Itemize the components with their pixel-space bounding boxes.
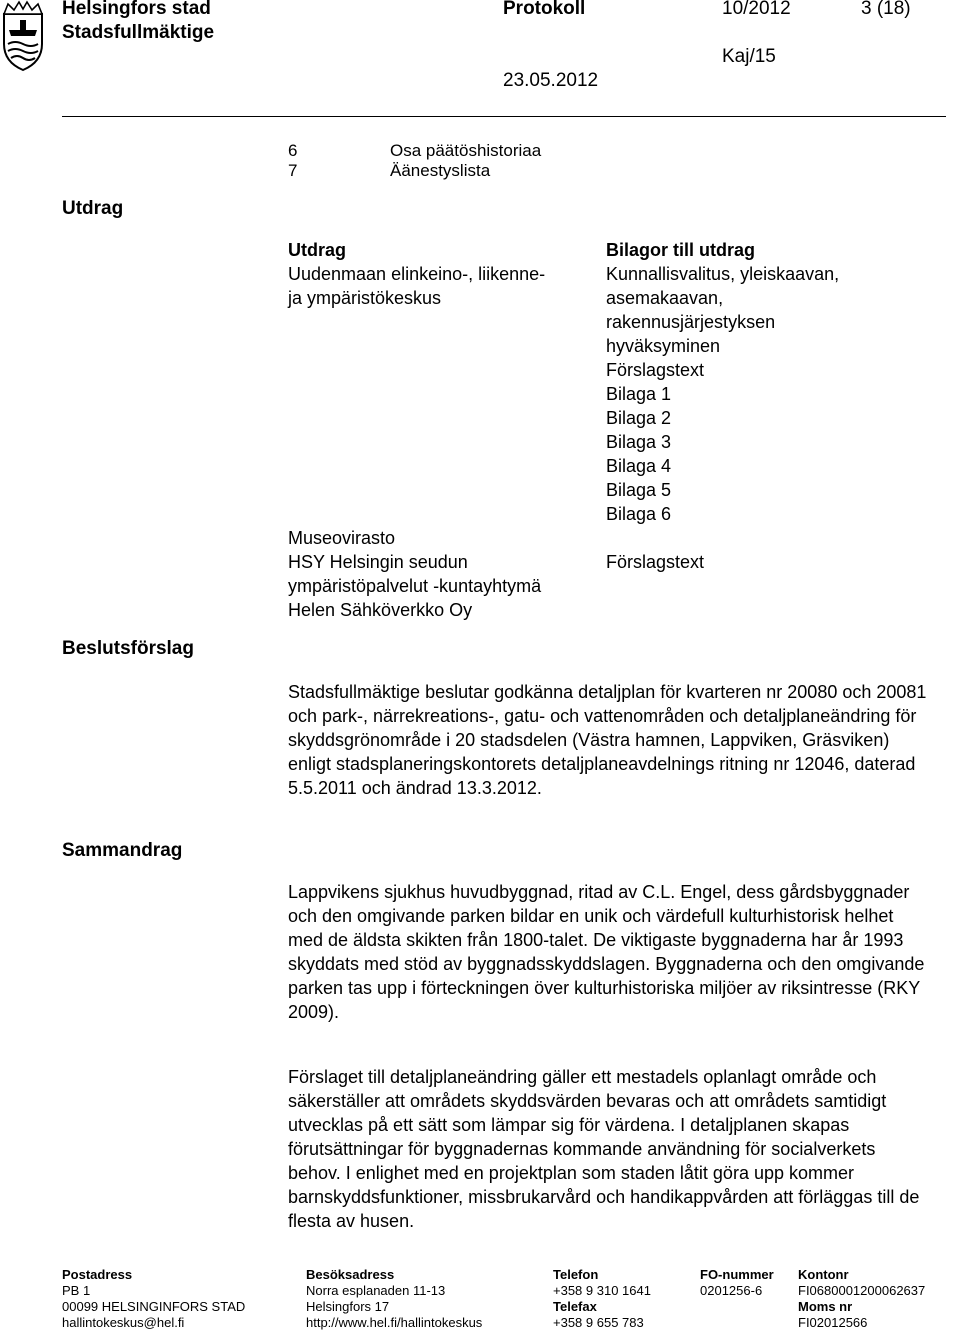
sammandrag-paragraph: Förslaget till detaljplaneändring gäller ett mestadels oplanlagt område och säkerställer att områdets skyddsvärden bevaras och att områdets samtidigt utvecklas på ett sätt som lämpar sig för värdena. I detaljplanen skapas förutsättningar för byggnadernas kommande användning för socialverkets behov. I enlighet med en projektplan som staden låtit göra upp kommer barnskyddsfunktioner, missbrukarvård och handikappvården att förläggas till de flesta av husen. bbox=[288, 1067, 920, 1231]
bilaga-line: hyväksyminen bbox=[606, 336, 721, 356]
footer-value: +358 9 310 1641 bbox=[553, 1283, 651, 1298]
footer-value: Norra esplanaden 11-13 bbox=[306, 1283, 446, 1298]
header-page-number: 3 (18) bbox=[861, 0, 911, 19]
footer-account bbox=[798, 1267, 925, 1331]
footer-label: Moms nr bbox=[798, 1299, 853, 1314]
bilaga-line: Kunnallisvalitus, yleiskaavan, bbox=[606, 264, 840, 284]
list-item-number: 7 bbox=[288, 161, 298, 180]
bilaga-line: Bilaga 5 bbox=[606, 480, 672, 500]
section-heading-beslutsforslag: Beslutsförslag bbox=[62, 638, 194, 659]
bilaga-line: Bilaga 2 bbox=[606, 408, 672, 428]
footer-value: 0201256-6 bbox=[700, 1283, 763, 1298]
recipient-line: Uudenmaan elinkeino-, liikenne- bbox=[288, 264, 546, 284]
bilagor-heading: Bilagor till utdrag bbox=[606, 240, 756, 260]
bilagor-list bbox=[606, 238, 839, 526]
footer-postal-address bbox=[62, 1267, 245, 1331]
footer-label: Besöksadress bbox=[306, 1267, 395, 1282]
footer-label: Kontonr bbox=[798, 1267, 849, 1282]
footer-value: FI0680001200062637 bbox=[798, 1283, 926, 1298]
footer-label: FO-nummer bbox=[700, 1267, 774, 1282]
utdrag-recipients-more bbox=[288, 526, 541, 622]
beslutsforslag-paragraph: Stadsfullmäktige beslutar godkänna detaljplan för kvarteren nr 20080 och 20081 och park-, närrekreations-, gatu- och vattenområden och detaljplaneändring för skyddsgrönområde i 20 stadsdelen (Västra hamnen, Lappviken, Gräsviken) enligt stadsplaneringskontorets detaljplaneavdelnings ritning nr 12046, daterad 5.5.2011 och ändrad 13.3.2012. bbox=[288, 682, 927, 798]
section-heading-utdrag: Utdrag bbox=[62, 198, 124, 219]
footer-business-id bbox=[700, 1267, 774, 1299]
bilaga-line: Förslagstext bbox=[606, 552, 705, 572]
list-item-number: 6 bbox=[288, 141, 298, 160]
header-doc-type: Protokoll bbox=[503, 0, 586, 19]
footer-label: Postadress bbox=[62, 1267, 133, 1282]
footer-value: hallintokeskus@hel.fi bbox=[62, 1315, 185, 1330]
header-doc-number: 10/2012 bbox=[722, 0, 791, 19]
list-item-label: Äänestyslista bbox=[390, 161, 491, 180]
header-item: Kaj/15 bbox=[722, 46, 776, 67]
header-date: 23.05.2012 bbox=[503, 70, 599, 91]
footer-value: 00099 HELSINGINFORS STAD bbox=[62, 1299, 246, 1314]
recipient-line: Museovirasto bbox=[288, 528, 396, 548]
utdrag-heading: Utdrag bbox=[288, 240, 346, 260]
helsinki-coat-of-arms-logo bbox=[0, 0, 46, 72]
footer-value: +358 9 655 783 bbox=[553, 1315, 644, 1330]
bilaga-line: Bilaga 1 bbox=[606, 384, 672, 404]
header-body: Stadsfullmäktige bbox=[62, 22, 215, 43]
footer-link[interactable]: http://www.hel.fi/hallintokeskus bbox=[306, 1315, 483, 1330]
bilagor-list-more bbox=[606, 550, 704, 574]
footer-label: Telefax bbox=[553, 1299, 597, 1314]
footer-label: Telefon bbox=[553, 1267, 599, 1282]
header-org: Helsingfors stad bbox=[62, 0, 211, 19]
bilaga-line: asemakaavan, bbox=[606, 288, 724, 308]
utdrag-recipients bbox=[288, 238, 545, 310]
footer-value: PB 1 bbox=[62, 1283, 91, 1298]
footer-visiting-address bbox=[306, 1267, 482, 1331]
bilaga-line: Bilaga 4 bbox=[606, 456, 672, 476]
footer-value: FI02012566 bbox=[798, 1315, 868, 1330]
recipient-line: HSY Helsingin seudun bbox=[288, 552, 468, 572]
bilaga-line: Bilaga 6 bbox=[606, 504, 672, 524]
sammandrag-paragraph: Lappvikens sjukhus huvudbyggnad, ritad av C.L. Engel, dess gårdsbyggnader och den omgivande parken bildar en unik och värdefull kulturhistorisk helhet med de äldsta skikten från 1800-talet. De viktigaste byggnaderna har år 1993 skyddats med stöd av byggnadsskyddslagen. Byggnaderna och den omgivande parken tas upp i förteckningen över kulturhistoriska miljöer av riksintresse (RKY 2009). bbox=[288, 882, 925, 1022]
footer-phone bbox=[553, 1267, 651, 1331]
bilaga-line: Förslagstext bbox=[606, 360, 705, 380]
bilaga-line: rakennusjärjestyksen bbox=[606, 312, 776, 332]
recipient-line: Helen Sähköverkko Oy bbox=[288, 600, 473, 620]
bilaga-line: Bilaga 3 bbox=[606, 432, 672, 452]
section-heading-sammandrag: Sammandrag bbox=[62, 840, 183, 861]
header-divider bbox=[62, 116, 946, 117]
footer-value: Helsingfors 17 bbox=[306, 1299, 390, 1314]
recipient-line: ympäristöpalvelut -kuntayhtymä bbox=[288, 576, 542, 596]
recipient-line: ja ympäristökeskus bbox=[288, 288, 442, 308]
list-item-label: Osa päätöshistoriaa bbox=[390, 141, 542, 160]
